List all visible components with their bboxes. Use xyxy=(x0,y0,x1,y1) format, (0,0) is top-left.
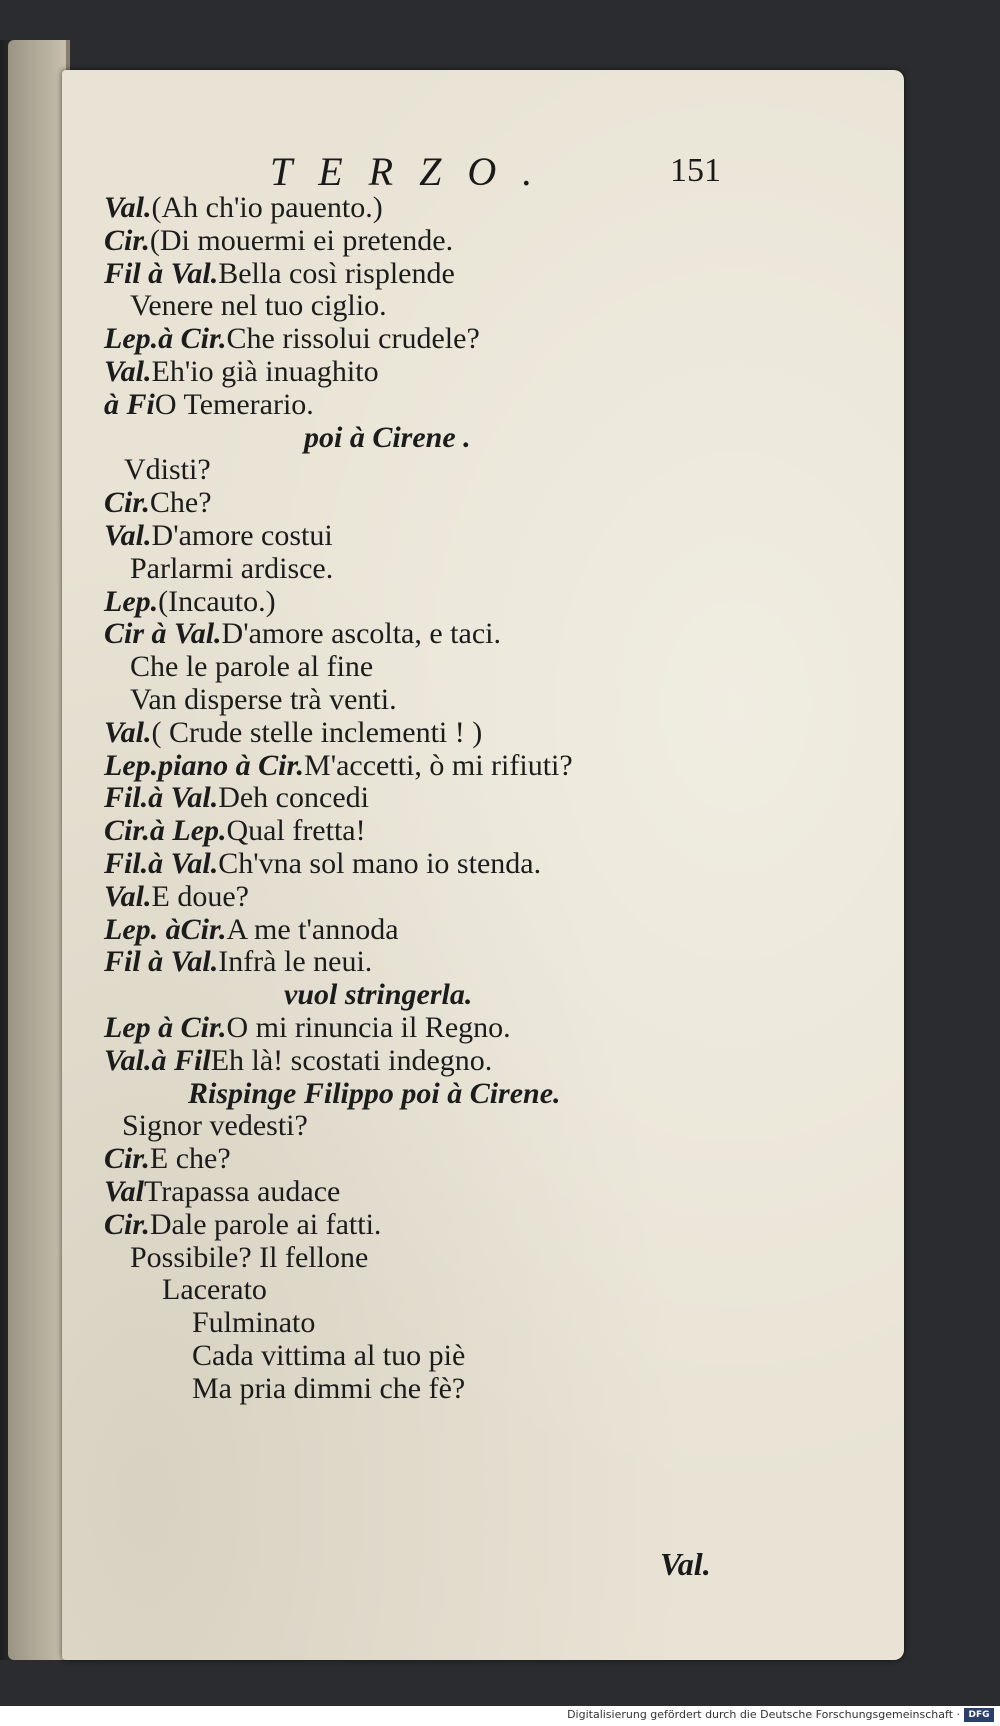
text-line xyxy=(104,520,864,553)
speaker-label: Lep. xyxy=(104,584,159,618)
speaker-label: Cir à Val. xyxy=(104,617,222,651)
line-text: E che? xyxy=(149,1142,231,1176)
speaker-label: Rispinge Filippo poi à Cirene. xyxy=(188,1076,561,1110)
speaker-label: Val. xyxy=(104,879,152,913)
text-line xyxy=(104,1307,864,1340)
line-text: Possibile? Il fellone xyxy=(130,1240,369,1274)
text-line xyxy=(104,258,864,291)
line-text: (Incauto.) xyxy=(158,584,276,618)
text-line xyxy=(104,815,864,848)
line-text: Bella così risplende xyxy=(218,256,455,290)
speaker-label: Lep.piano à Cir. xyxy=(104,748,305,782)
text-line xyxy=(104,454,864,487)
text-line xyxy=(104,946,864,979)
line-text: D'amore ascolta, e taci. xyxy=(221,617,501,651)
text-line xyxy=(104,651,864,684)
line-text: Eh là! scostati indegno. xyxy=(210,1043,493,1077)
text-line xyxy=(104,979,864,1012)
catchword: Val. xyxy=(660,1546,711,1582)
speaker-label: Lep. àCir. xyxy=(104,912,227,946)
line-text: D'amore costui xyxy=(151,518,333,552)
text-line xyxy=(104,192,864,225)
text-line xyxy=(104,389,864,422)
speaker-label: Fil.à Val. xyxy=(104,781,219,815)
line-text: Signor vedesti? xyxy=(122,1109,308,1143)
line-text: Ma pria dimmi che fè? xyxy=(192,1371,466,1405)
text-line xyxy=(104,553,864,586)
line-text: Vdisti? xyxy=(124,453,211,487)
dfg-logo: DFG xyxy=(964,1708,994,1722)
line-text: E doue? xyxy=(151,879,249,913)
page-number: 151 xyxy=(670,152,721,189)
speaker-label: Cir.à Lep. xyxy=(104,814,227,848)
line-text: Qual fretta! xyxy=(226,814,366,848)
line-text: Deh concedi xyxy=(218,781,369,815)
line-text: Dale parole ai fatti. xyxy=(149,1207,382,1241)
dialogue-text xyxy=(104,192,864,1405)
text-line xyxy=(104,618,864,651)
previous-page-edge xyxy=(8,40,66,1660)
text-line xyxy=(104,1209,864,1242)
text-line xyxy=(104,1110,864,1143)
text-line xyxy=(104,1078,864,1111)
line-text: Van disperse trà venti. xyxy=(130,682,397,716)
text-line xyxy=(104,1242,864,1275)
text-line xyxy=(104,1274,864,1307)
text-line xyxy=(104,848,864,881)
line-text: Lacerato xyxy=(162,1273,267,1307)
line-text: M'accetti, ò mi rifiuti? xyxy=(304,748,573,782)
text-line xyxy=(104,290,864,323)
speaker-label: Cir. xyxy=(104,486,150,520)
text-line xyxy=(104,782,864,815)
speaker-label: Lep.à Cir. xyxy=(104,322,227,356)
text-line xyxy=(104,586,864,619)
footer-credit: Digitalisierung gefördert durch die Deutsche Forschungsgemeinschaft · xyxy=(567,1708,960,1721)
line-text: Cada vittima al tuo piè xyxy=(192,1338,466,1372)
line-text: Ch'vna sol mano io stenda. xyxy=(218,846,542,880)
line-text: Trapassa audace xyxy=(144,1174,341,1208)
speaker-label: Cir. xyxy=(104,1207,150,1241)
line-text: Che rissolui crudele? xyxy=(226,322,480,356)
speaker-label: Val. xyxy=(104,518,152,552)
text-line xyxy=(104,684,864,717)
line-text: Infrà le neui. xyxy=(218,945,373,979)
text-line xyxy=(104,1143,864,1176)
running-head: TERZO. xyxy=(270,149,559,194)
speaker-label: Val. xyxy=(104,354,152,388)
speaker-label: Lep à Cir. xyxy=(104,1010,227,1044)
speaker-label: Val.à Fil xyxy=(104,1043,211,1077)
text-line xyxy=(104,881,864,914)
speaker-label: Val. xyxy=(104,191,152,224)
line-text: (Di mouermi ei pretende. xyxy=(149,223,454,257)
speaker-label: Cir. xyxy=(104,223,150,257)
text-line xyxy=(104,717,864,750)
speaker-label: Fil à Val. xyxy=(104,256,219,290)
text-line xyxy=(104,422,864,455)
text-line xyxy=(104,356,864,389)
line-text: Che? xyxy=(149,486,212,520)
line-text: A me t'annoda xyxy=(226,912,399,946)
speaker-label: Val. xyxy=(104,715,152,749)
text-line xyxy=(104,487,864,520)
text-line xyxy=(104,1012,864,1045)
speaker-label: à Fi xyxy=(104,387,155,421)
speaker-label: Cir. xyxy=(104,1142,150,1176)
speaker-label: vuol stringerla. xyxy=(284,978,473,1012)
text-line xyxy=(104,323,864,356)
text-line xyxy=(104,1045,864,1078)
text-line xyxy=(104,1340,864,1373)
text-line xyxy=(104,914,864,947)
line-text: (Ah ch'io pauento.) xyxy=(151,191,383,224)
line-text: O Temerario. xyxy=(154,387,314,421)
text-line xyxy=(104,225,864,258)
line-text: Che le parole al fine xyxy=(130,650,374,684)
line-text: Eh'io già inuaghito xyxy=(151,354,379,388)
line-text: ( Crude stelle inclementi ! ) xyxy=(151,715,483,749)
text-line xyxy=(104,1176,864,1209)
line-text: Fulminato xyxy=(192,1306,316,1340)
speaker-label: poi à Cirene . xyxy=(304,420,471,454)
line-text: O mi rinuncia il Regno. xyxy=(226,1010,511,1044)
line-text: Parlarmi ardisce. xyxy=(130,551,334,585)
line-text: Venere nel tuo ciglio. xyxy=(130,289,387,323)
speaker-label: Fil à Val. xyxy=(104,945,219,979)
speaker-label: Val xyxy=(104,1174,145,1208)
speaker-label: Fil.à Val. xyxy=(104,846,219,880)
text-line xyxy=(104,750,864,783)
text-line xyxy=(104,1373,864,1406)
